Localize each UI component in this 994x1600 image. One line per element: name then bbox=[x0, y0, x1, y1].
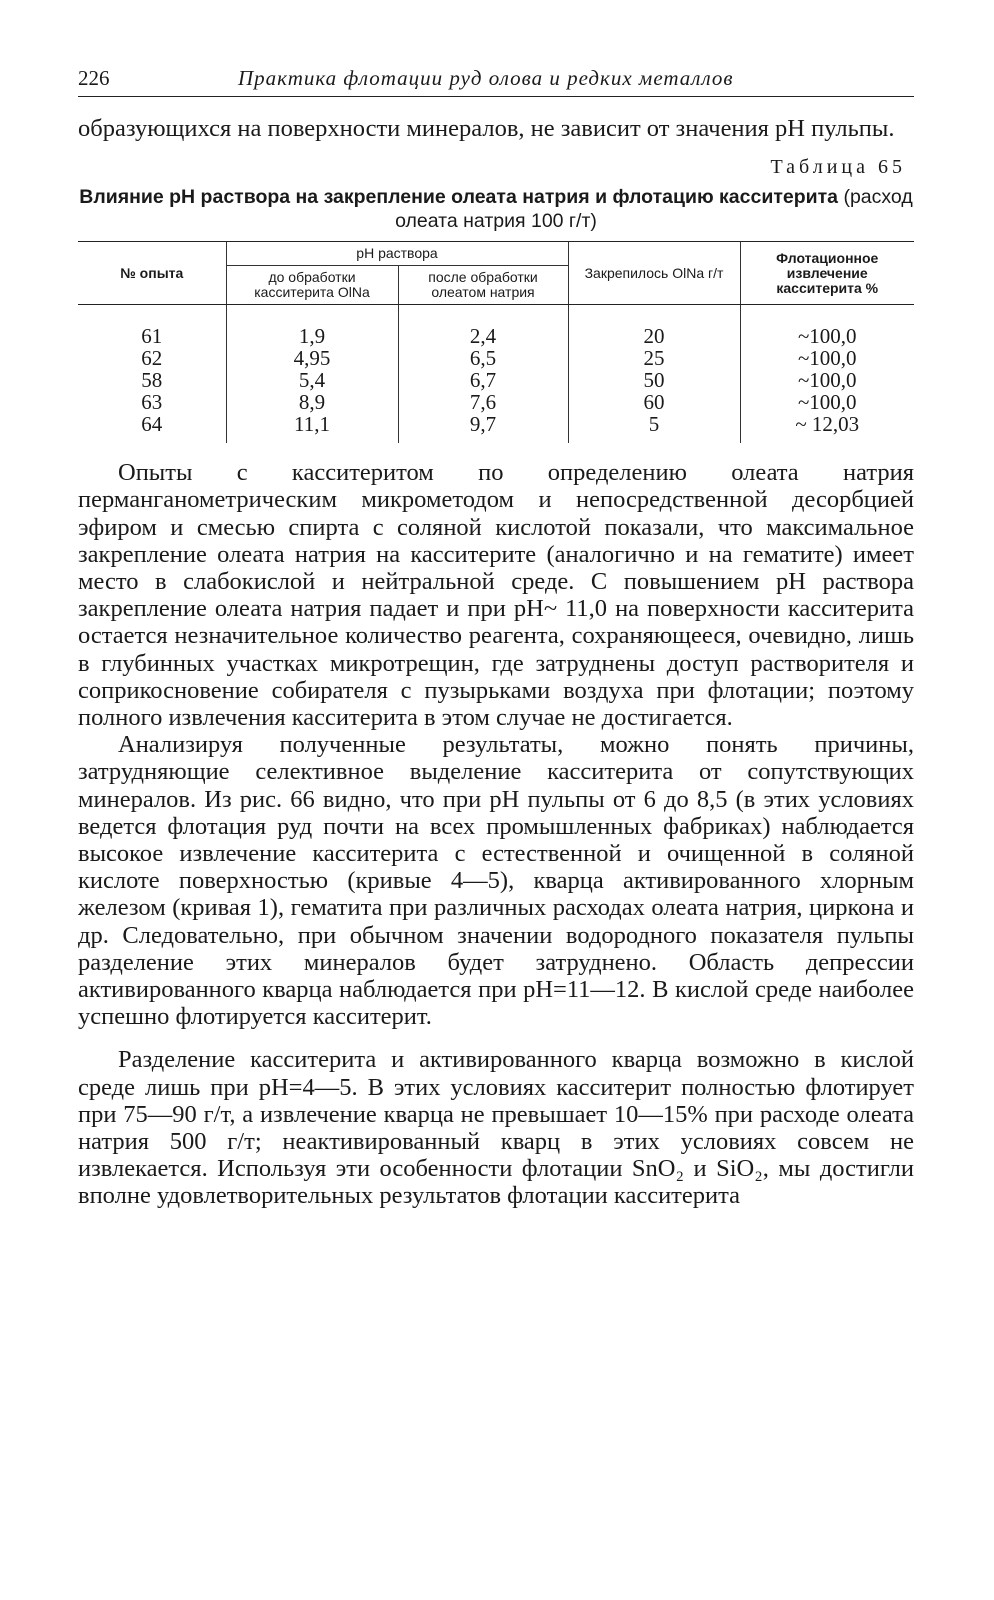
header-ph-after: после обработки олеатом натрия bbox=[398, 266, 568, 305]
table-row bbox=[78, 391, 914, 413]
book-page bbox=[78, 62, 914, 1210]
table-label: Таблица 65 bbox=[770, 156, 906, 179]
cell-experiment: 58 bbox=[141, 368, 163, 393]
cell-ph-after: 7,6 bbox=[398, 391, 568, 413]
cell-ph-before: 8,9 bbox=[226, 391, 398, 413]
cell-ph-after: 6,5 bbox=[398, 347, 568, 369]
cell-recovery: ~100,0 bbox=[740, 305, 914, 348]
cell-recovery: ~100,0 bbox=[740, 391, 914, 413]
cell-recovery: ~100,0 bbox=[740, 347, 914, 369]
header-ph-before: до обработки касситерита OlNa bbox=[226, 266, 398, 305]
cell-recovery: ~100,0 bbox=[740, 369, 914, 391]
cell-experiment: 63 bbox=[141, 390, 163, 415]
table-row bbox=[78, 413, 914, 443]
cell-experiment: 62 bbox=[141, 346, 163, 371]
cell-fixed: 60 bbox=[568, 391, 740, 413]
data-table bbox=[78, 241, 914, 443]
cell-ph-after: 9,7 bbox=[398, 413, 568, 443]
cell-experiment: 61 bbox=[141, 324, 163, 349]
cell-ph-after: 6,7 bbox=[398, 369, 568, 391]
cell-recovery: ~ 12,03 bbox=[740, 413, 914, 443]
running-title: Практика флотации руд олова и редких металлов bbox=[238, 66, 734, 90]
cell-ph-after: 2,4 bbox=[398, 305, 568, 348]
cell-ph-before: 4,95 bbox=[226, 347, 398, 369]
header-recovery: Флотационное извлечение касситерита % bbox=[740, 242, 914, 305]
cell-ph-before: 5,4 bbox=[226, 369, 398, 391]
cell-fixed: 20 bbox=[568, 305, 740, 348]
cell-fixed: 5 bbox=[568, 413, 740, 443]
table-caption-normal: (расход олеата натрия 100 г/т) bbox=[395, 186, 913, 233]
body-paragraph: Опыты с касситеритом по определению олеата натрия перманганометрическим микрометодом и непосредственной десорбцией эфиром и смесью спирта с соляной кислотой показали, что максимальное закрепление олеата натрия на касситерите (аналогично и на гематите) имеет место в слабокислой и нейтральной среде. С повышением pH раствора закрепление олеата натрия падает и при pH~ 11,0 на поверхности касситерита остается незначительное количество реагента, сохраняющееся, очевидно, лишь в глубинных участках микротрещин, где затруднены доступ растворителя и соприкосновение собирателя с пузырьками воздуха при флотации; поэтому полного извлечения касситерита в этом случае не достигается. bbox=[78, 459, 914, 732]
table-row bbox=[78, 369, 914, 391]
header-experiment: № опыта bbox=[78, 242, 226, 305]
table-row bbox=[78, 347, 914, 369]
intro-paragraph: образующихся на поверхности минералов, не зависит от значения pH пульпы. bbox=[78, 115, 895, 142]
cell-ph-before: 11,1 bbox=[226, 413, 398, 443]
table-caption bbox=[78, 185, 914, 233]
cell-ph-before: 1,9 bbox=[226, 305, 398, 348]
header-fixed: Закрепилось OlNa г/т bbox=[568, 242, 740, 305]
cell-fixed: 50 bbox=[568, 369, 740, 391]
cell-experiment: 64 bbox=[141, 412, 163, 437]
page-header bbox=[78, 62, 914, 97]
page-number: 226 bbox=[78, 66, 110, 90]
cell-fixed: 25 bbox=[568, 347, 740, 369]
body-paragraph: Анализируя полученные результаты, можно понять причины, затрудняющие селективное выделение касситерита от сопутствующих минералов. Из рис. 66 видно, что при pH пульпы от 6 до 8,5 (в этих условиях ведется флотация руд почти на всех промышленных фабриках) наблюдается высокое извлечение касситерита с естественной и очищенной в соляной кислоте поверхностью (кривые 4—5), кварца активированного хлорным железом (кривая 1), гематита при различных расходах олеата натрия, циркона и др. Следовательно, при обычном значении водородного показателя пульпы разделение этих минералов будет затруднено. Область депрессии активированного кварца наблюдается при pH=11—12. В кислой среде наиболее успешно флотируется касситерит. bbox=[78, 731, 914, 1031]
body-paragraph: Разделение касситерита и активированного кварца возможно в кислой среде лишь при pH=4—5. В этих условиях касситерит полностью флотирует при 75—90 г/т, а извлечение кварца не превышает 10—15% при расходе олеата натрия 500 г/т; неактивированный кварц в этих условиях совсем не извлекается. Используя эти особенности флотации SnO₂ и SiO₂, мы достигли вполне удовлетворительных результатов флотации касситерита bbox=[78, 1046, 914, 1210]
table-caption-bold: Влияние pH раствора на закрепление олеата натрия и флотацию касситерита bbox=[79, 186, 839, 209]
header-ph-group: pH раствора bbox=[226, 242, 568, 266]
table-row bbox=[78, 305, 914, 348]
